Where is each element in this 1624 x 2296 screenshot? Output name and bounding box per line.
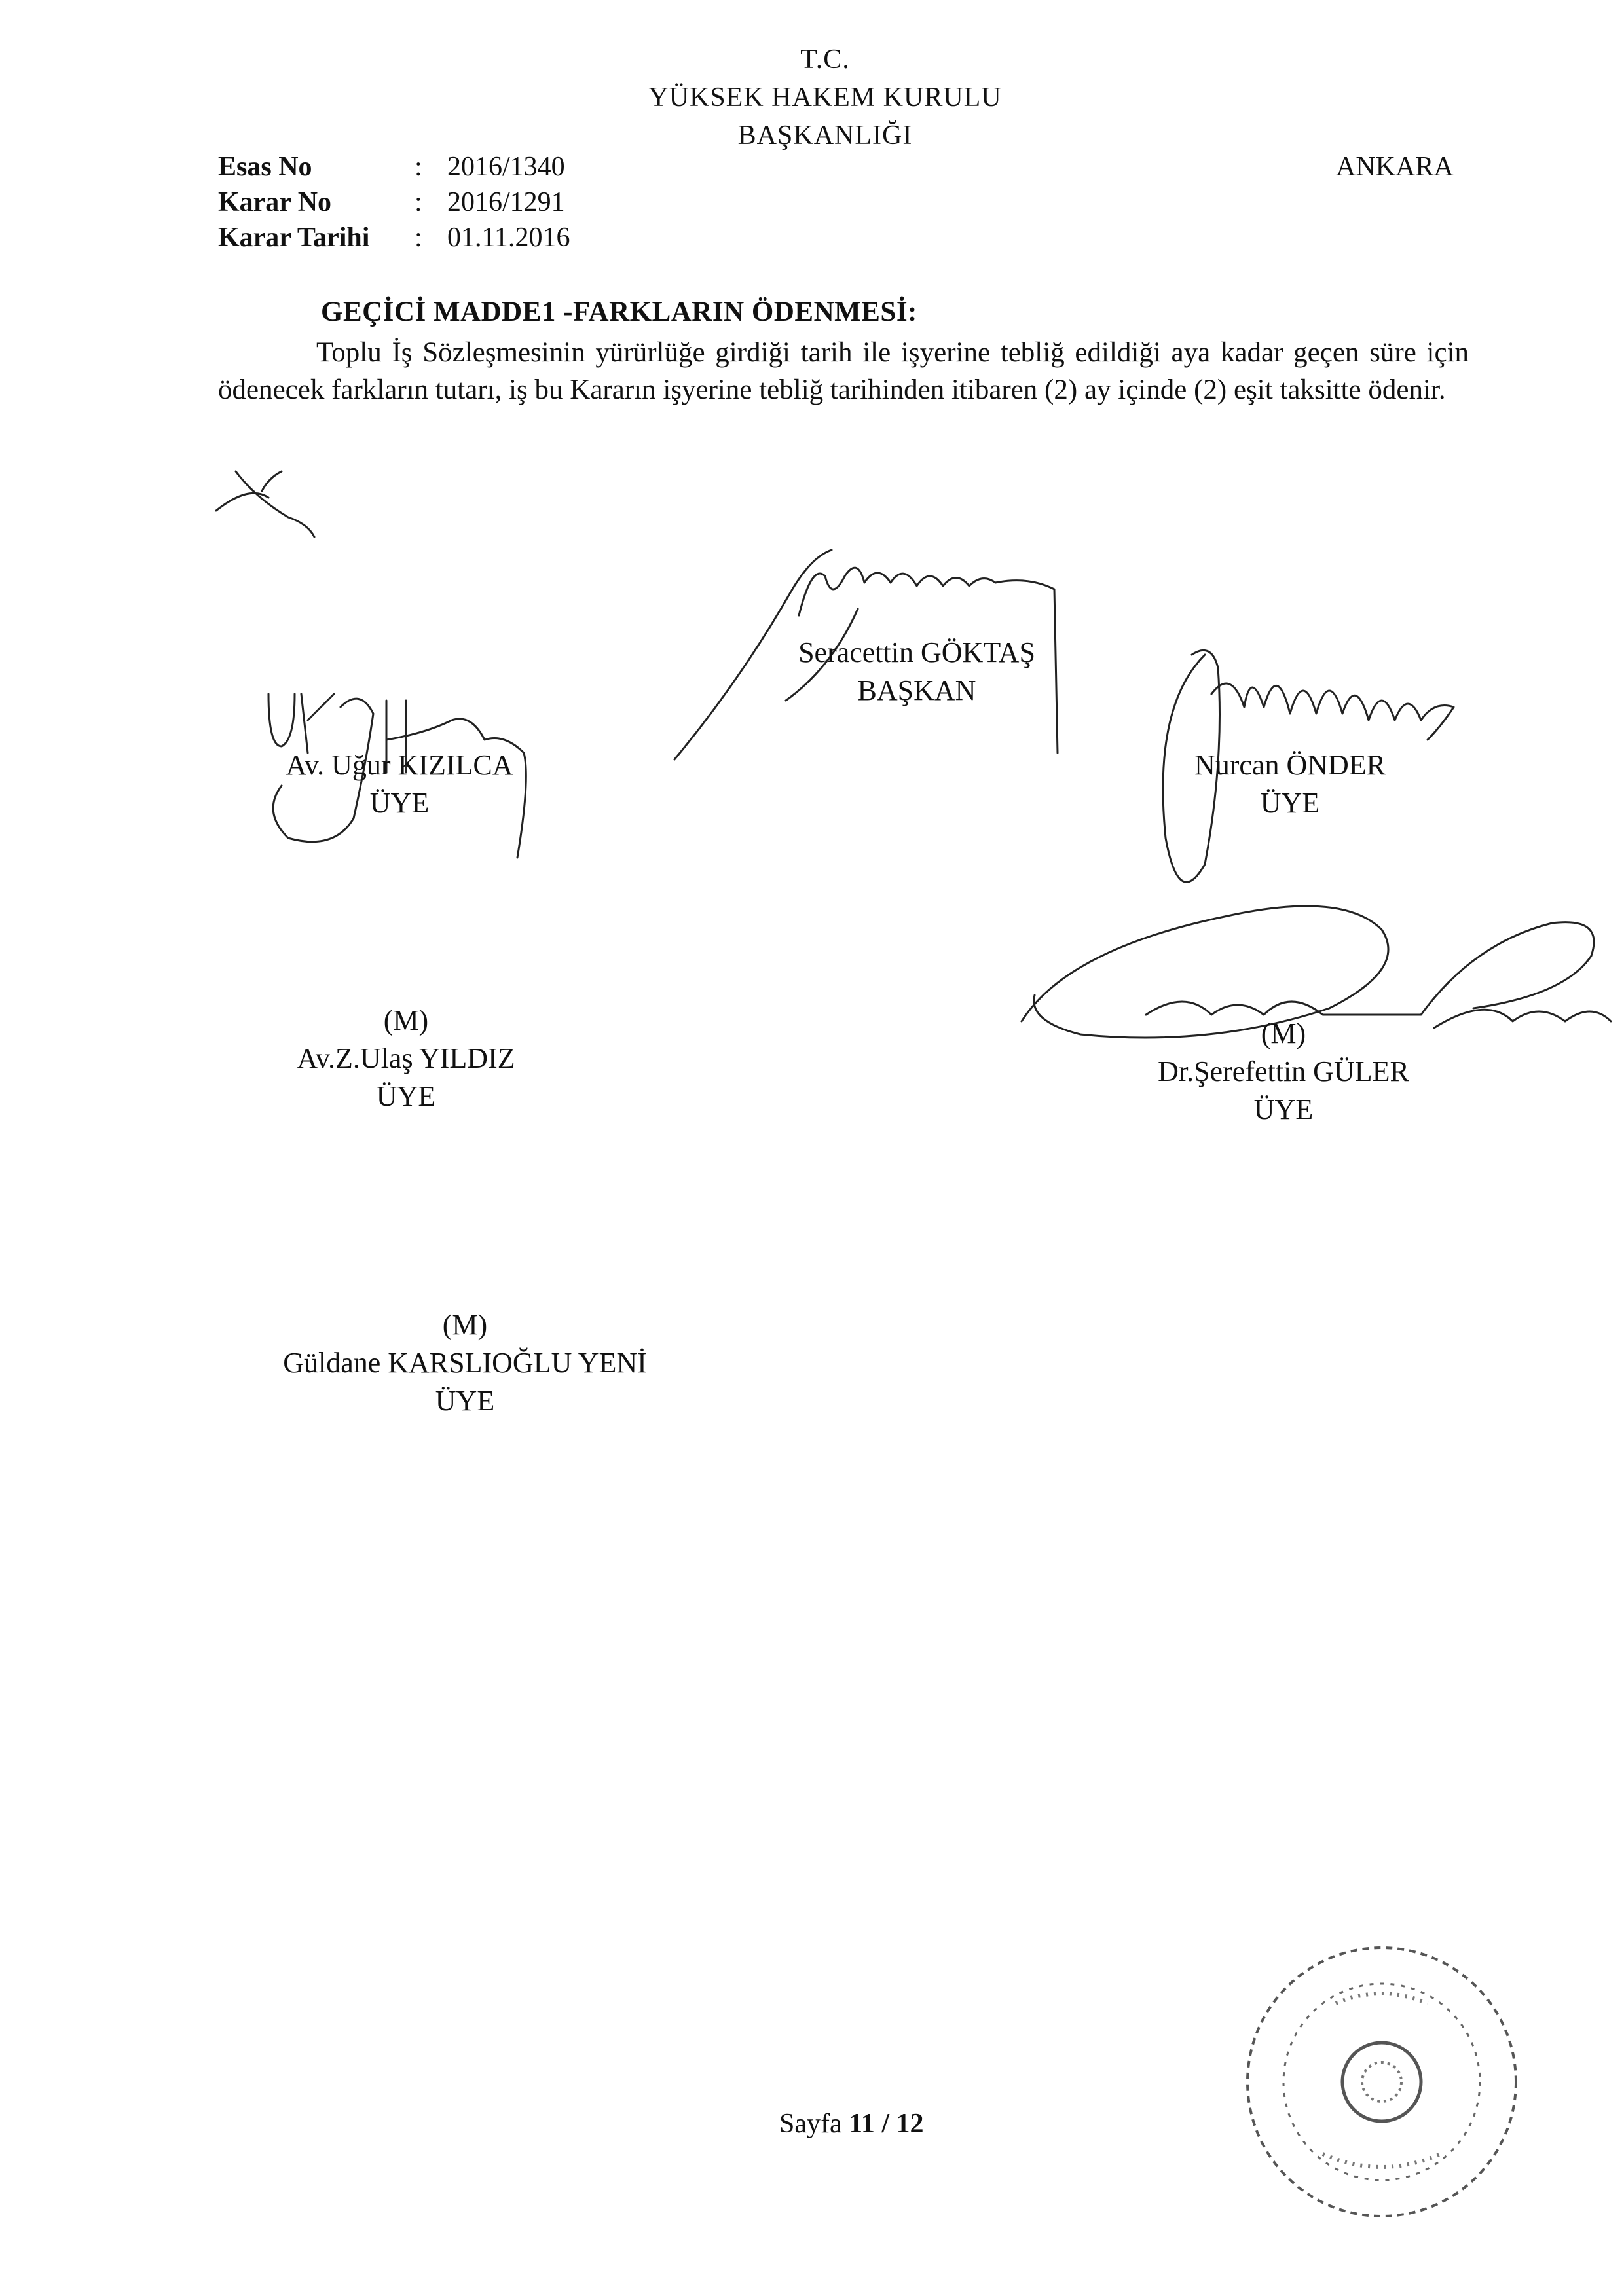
institution-header: [550, 41, 1100, 155]
case-info: [218, 149, 650, 255]
president-role: BAŞKAN: [857, 674, 976, 706]
city: ANKARA: [1336, 152, 1454, 182]
member2-name: Nurcan ÖNDER: [1194, 749, 1386, 781]
member4-name: Dr.Şerefettin GÜLER: [1158, 1055, 1409, 1087]
header-line-institution: YÜKSEK HAKEM KURULU: [648, 82, 1002, 113]
article-body: [218, 334, 1469, 409]
tarih-row: [218, 220, 650, 255]
member5-note: (M): [442, 1309, 488, 1341]
member5-role: ÜYE: [435, 1385, 495, 1417]
page-prefix: Sayfa: [779, 2109, 842, 2139]
karar-value: 2016/1291: [447, 187, 565, 217]
article-text: Toplu İş Sözleşmesinin yürürlüğe girdiği tarih ile işyerine tebliğ edildiği aya kadar geçen süre için ödenecek farkların tutarı, iş bu Kararın işyerine tebliğ tarihinden itibaren (2) ay içinde (2) eşit taksitte ödenir.: [218, 337, 1469, 405]
member4-note: (M): [1261, 1017, 1306, 1049]
karar-separator: :: [415, 187, 422, 217]
member3-block: [275, 1002, 537, 1116]
member3-role: ÜYE: [376, 1080, 436, 1112]
initial-mark: [210, 458, 321, 543]
president-name: Seracettin GÖKTAŞ: [798, 636, 1035, 668]
president-block: [786, 634, 1048, 710]
member1-name: Av. Uğur KIZILCA: [286, 749, 513, 781]
member5-block: [262, 1306, 668, 1420]
official-stamp: [1231, 1931, 1532, 2232]
member4-block: [1139, 1015, 1428, 1129]
article-title: GEÇİCİ MADDE1 -FARKLARIN ÖDENMESİ:: [321, 297, 917, 327]
member3-name: Av.Z.Ulaş YILDIZ: [297, 1042, 515, 1074]
member1-block: [249, 746, 550, 822]
page-separator: /: [881, 2109, 889, 2139]
esas-row: [218, 149, 650, 185]
member5-name: Güldane KARSLIOĞLU YENİ: [283, 1347, 647, 1379]
member2-block: [1166, 746, 1414, 822]
page-current: 11: [849, 2109, 875, 2139]
header-line-presidency: BAŞKANLIĞI: [737, 120, 913, 151]
member1-role: ÜYE: [369, 787, 430, 819]
karar-row: [218, 185, 650, 220]
tarih-separator: :: [415, 223, 422, 253]
member2-role: ÜYE: [1260, 787, 1320, 819]
karar-label: Karar No: [218, 187, 332, 217]
header-line-tc: T.C.: [800, 45, 850, 75]
page-number: [779, 2108, 924, 2140]
esas-separator: :: [415, 152, 422, 182]
member3-note: (M): [383, 1004, 429, 1036]
tarih-value: 01.11.2016: [447, 223, 570, 253]
member4-role: ÜYE: [1253, 1093, 1314, 1125]
esas-value: 2016/1340: [447, 152, 565, 182]
tarih-label: Karar Tarihi: [218, 223, 370, 253]
esas-label: Esas No: [218, 152, 312, 182]
page-total: 12: [896, 2109, 924, 2139]
